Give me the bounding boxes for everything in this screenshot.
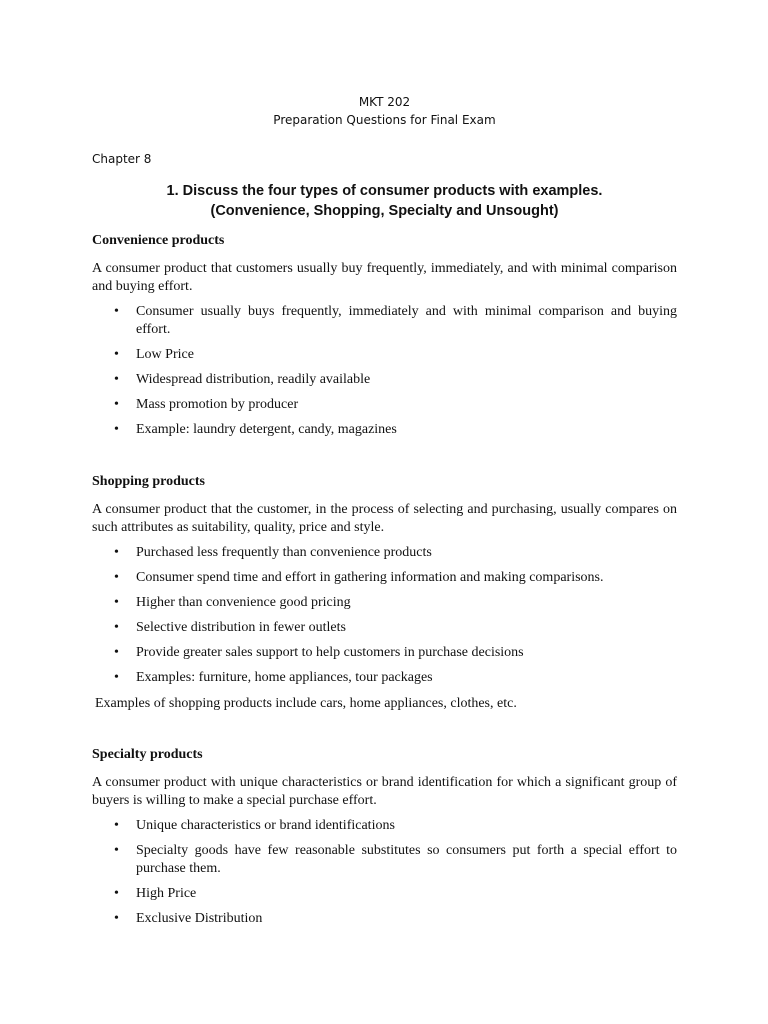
question-line-1: 1. Discuss the four types of consumer products with examples. xyxy=(166,183,603,199)
section-heading: Specialty products xyxy=(92,747,203,762)
bullet-icon: • xyxy=(114,397,119,412)
section-heading: Convenience products xyxy=(92,233,225,248)
section-definition: A consumer product that customers usually buy frequently, immediately, and with minimal comparison and buying effort. xyxy=(92,261,677,294)
bullet-icon: • xyxy=(114,545,119,560)
list-item: • Low Price xyxy=(114,347,194,362)
list-item: • Examples: furniture, home appliances, tour packages xyxy=(114,670,433,685)
section-definition: A consumer product with unique characteristics or brand identification for which a significant group of buyers is willing to make a special purchase effort. xyxy=(92,775,677,808)
bullet-list xyxy=(92,303,677,439)
list-item: • Specialty goods have few reasonable substitutes so consumers put forth a special effort to purchase them. xyxy=(114,843,677,876)
bullet-icon: • xyxy=(114,670,119,685)
bullet-icon: • xyxy=(114,645,119,660)
section-definition: A consumer product that the customer, in the process of selecting and purchasing, usually compares on such attributes as suitability, quality, price and style. xyxy=(92,502,677,535)
bullet-icon: • xyxy=(114,595,119,610)
document-page xyxy=(92,94,677,928)
bullet-icon: • xyxy=(114,570,119,585)
list-item: • Exclusive Distribution xyxy=(114,911,263,926)
bullet-icon: • xyxy=(114,347,119,362)
section-shopping xyxy=(92,473,677,713)
list-item: • Consumer usually buys frequently, immediately and with minimal comparison and buying effort. xyxy=(114,304,677,337)
bullet-icon: • xyxy=(114,620,119,635)
list-item: • Widespread distribution, readily available xyxy=(114,372,371,387)
bullet-list xyxy=(92,817,677,928)
list-item: • Consumer spend time and effort in gathering information and making comparisons. xyxy=(114,570,604,585)
list-item: • Mass promotion by producer xyxy=(114,397,299,412)
section-convenience xyxy=(92,232,677,439)
question-heading xyxy=(92,181,677,221)
chapter-label: Chapter 8 xyxy=(92,152,152,166)
bullet-list xyxy=(92,544,677,687)
question-line-2: (Convenience, Shopping, Specialty and Unsought) xyxy=(210,203,559,219)
list-item: • Example: laundry detergent, candy, magazines xyxy=(114,422,397,437)
bullet-icon: • xyxy=(114,886,119,901)
bullet-icon: • xyxy=(114,372,119,387)
list-item: • High Price xyxy=(114,886,197,901)
list-item: • Provide greater sales support to help customers in purchase decisions xyxy=(114,645,524,660)
section-specialty xyxy=(92,746,677,928)
course-code: MKT 202 xyxy=(358,95,411,109)
bullet-icon: • xyxy=(114,422,119,437)
bullet-icon: • xyxy=(114,818,119,833)
list-item: • Unique characteristics or brand identifications xyxy=(114,818,395,833)
list-item: • Purchased less frequently than convenience products xyxy=(114,545,432,560)
bullet-icon: • xyxy=(114,304,119,319)
list-item: • Selective distribution in fewer outlets xyxy=(114,620,346,635)
bullet-icon: • xyxy=(114,843,119,858)
bullet-icon: • xyxy=(114,911,119,926)
section-note: Examples of shopping products include cars, home appliances, clothes, etc. xyxy=(95,696,517,711)
document-subtitle: Preparation Questions for Final Exam xyxy=(273,113,496,127)
list-item: • Higher than convenience good pricing xyxy=(114,595,351,610)
section-heading: Shopping products xyxy=(92,474,205,489)
